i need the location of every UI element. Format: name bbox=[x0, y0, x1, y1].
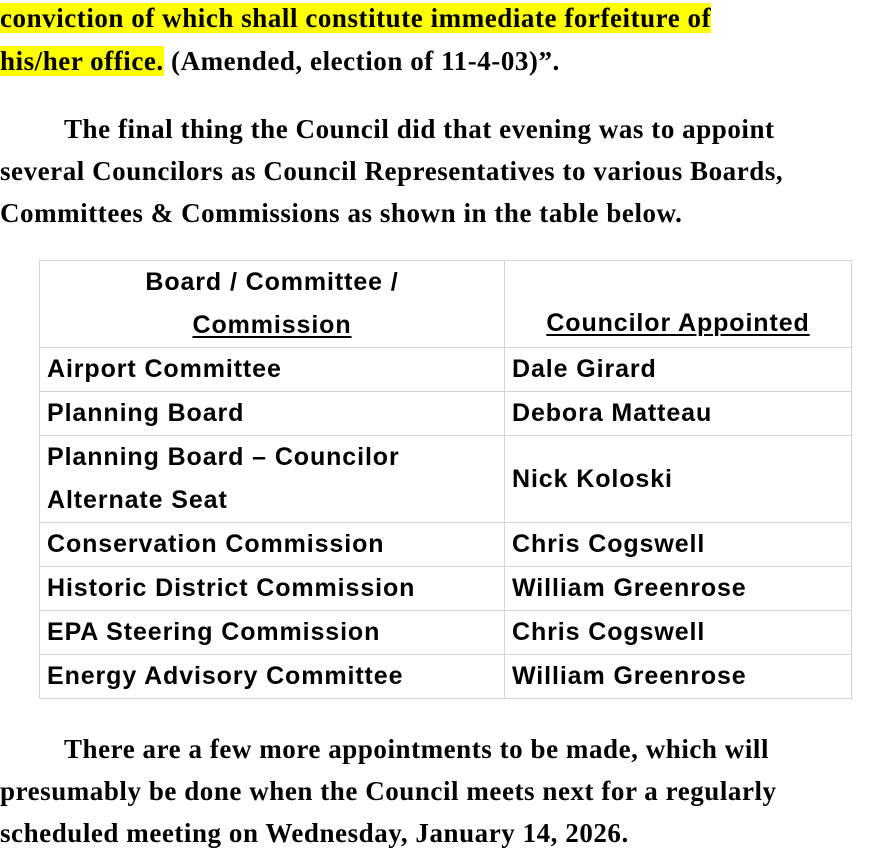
paragraph1-line-1: The final thing the Council did that evening was to appoint bbox=[64, 114, 775, 144]
paragraph2-line-2: presumably be done when the Council meets next for a regularly bbox=[0, 776, 777, 806]
table-header-row bbox=[40, 261, 852, 348]
table-row bbox=[40, 567, 852, 611]
board-cell: Conservation Commission bbox=[40, 523, 505, 567]
councilor-cell: William Greenrose bbox=[505, 655, 852, 699]
board-cell bbox=[40, 436, 505, 523]
header-col1-line1: Board / Committee / bbox=[145, 268, 399, 296]
table-row bbox=[40, 611, 852, 655]
highlighted-text: conviction of which shall constitute immediate forfeiture of bbox=[0, 3, 712, 33]
councilor-cell: Dale Girard bbox=[505, 348, 852, 392]
header-col1-line2: Commission bbox=[192, 311, 352, 339]
paragraph2-line-3: scheduled meeting on Wednesday, January 14, 2026. bbox=[0, 818, 629, 848]
intro-line-2 bbox=[0, 43, 560, 79]
board-cell: Airport Committee bbox=[40, 348, 505, 392]
board-cell: EPA Steering Commission bbox=[40, 611, 505, 655]
highlighted-text: his/her office. bbox=[0, 46, 164, 76]
board-cell-line2: Alternate Seat bbox=[47, 486, 228, 514]
councilor-cell: Debora Matteau bbox=[505, 392, 852, 436]
table-row bbox=[40, 436, 852, 523]
councilor-cell: Chris Cogswell bbox=[505, 523, 852, 567]
councilor-cell: Nick Koloski bbox=[505, 436, 852, 523]
table-row bbox=[40, 348, 852, 392]
paragraph1-line-3: Committees & Commissions as shown in the table below. bbox=[0, 198, 683, 228]
amendment-note: (Amended, election of 11-4-03)”. bbox=[163, 46, 560, 76]
header-col2: Councilor Appointed bbox=[546, 309, 810, 337]
appointments-table bbox=[39, 260, 852, 699]
table-row bbox=[40, 392, 852, 436]
board-cell: Planning Board bbox=[40, 392, 505, 436]
councilor-cell: William Greenrose bbox=[505, 567, 852, 611]
table-row bbox=[40, 523, 852, 567]
paragraph1-line-2: several Councilors as Council Representatives to various Boards, bbox=[0, 156, 784, 186]
paragraph2-line-1: There are a few more appointments to be made, which will bbox=[64, 734, 769, 764]
intro-line-1 bbox=[0, 0, 711, 36]
header-councilor-appointed bbox=[505, 261, 852, 348]
board-cell: Energy Advisory Committee bbox=[40, 655, 505, 699]
table-row bbox=[40, 655, 852, 699]
board-cell: Historic District Commission bbox=[40, 567, 505, 611]
councilor-cell: Chris Cogswell bbox=[505, 611, 852, 655]
board-cell-line1: Planning Board – Councilor bbox=[47, 443, 400, 471]
header-board-committee-commission bbox=[40, 261, 505, 348]
